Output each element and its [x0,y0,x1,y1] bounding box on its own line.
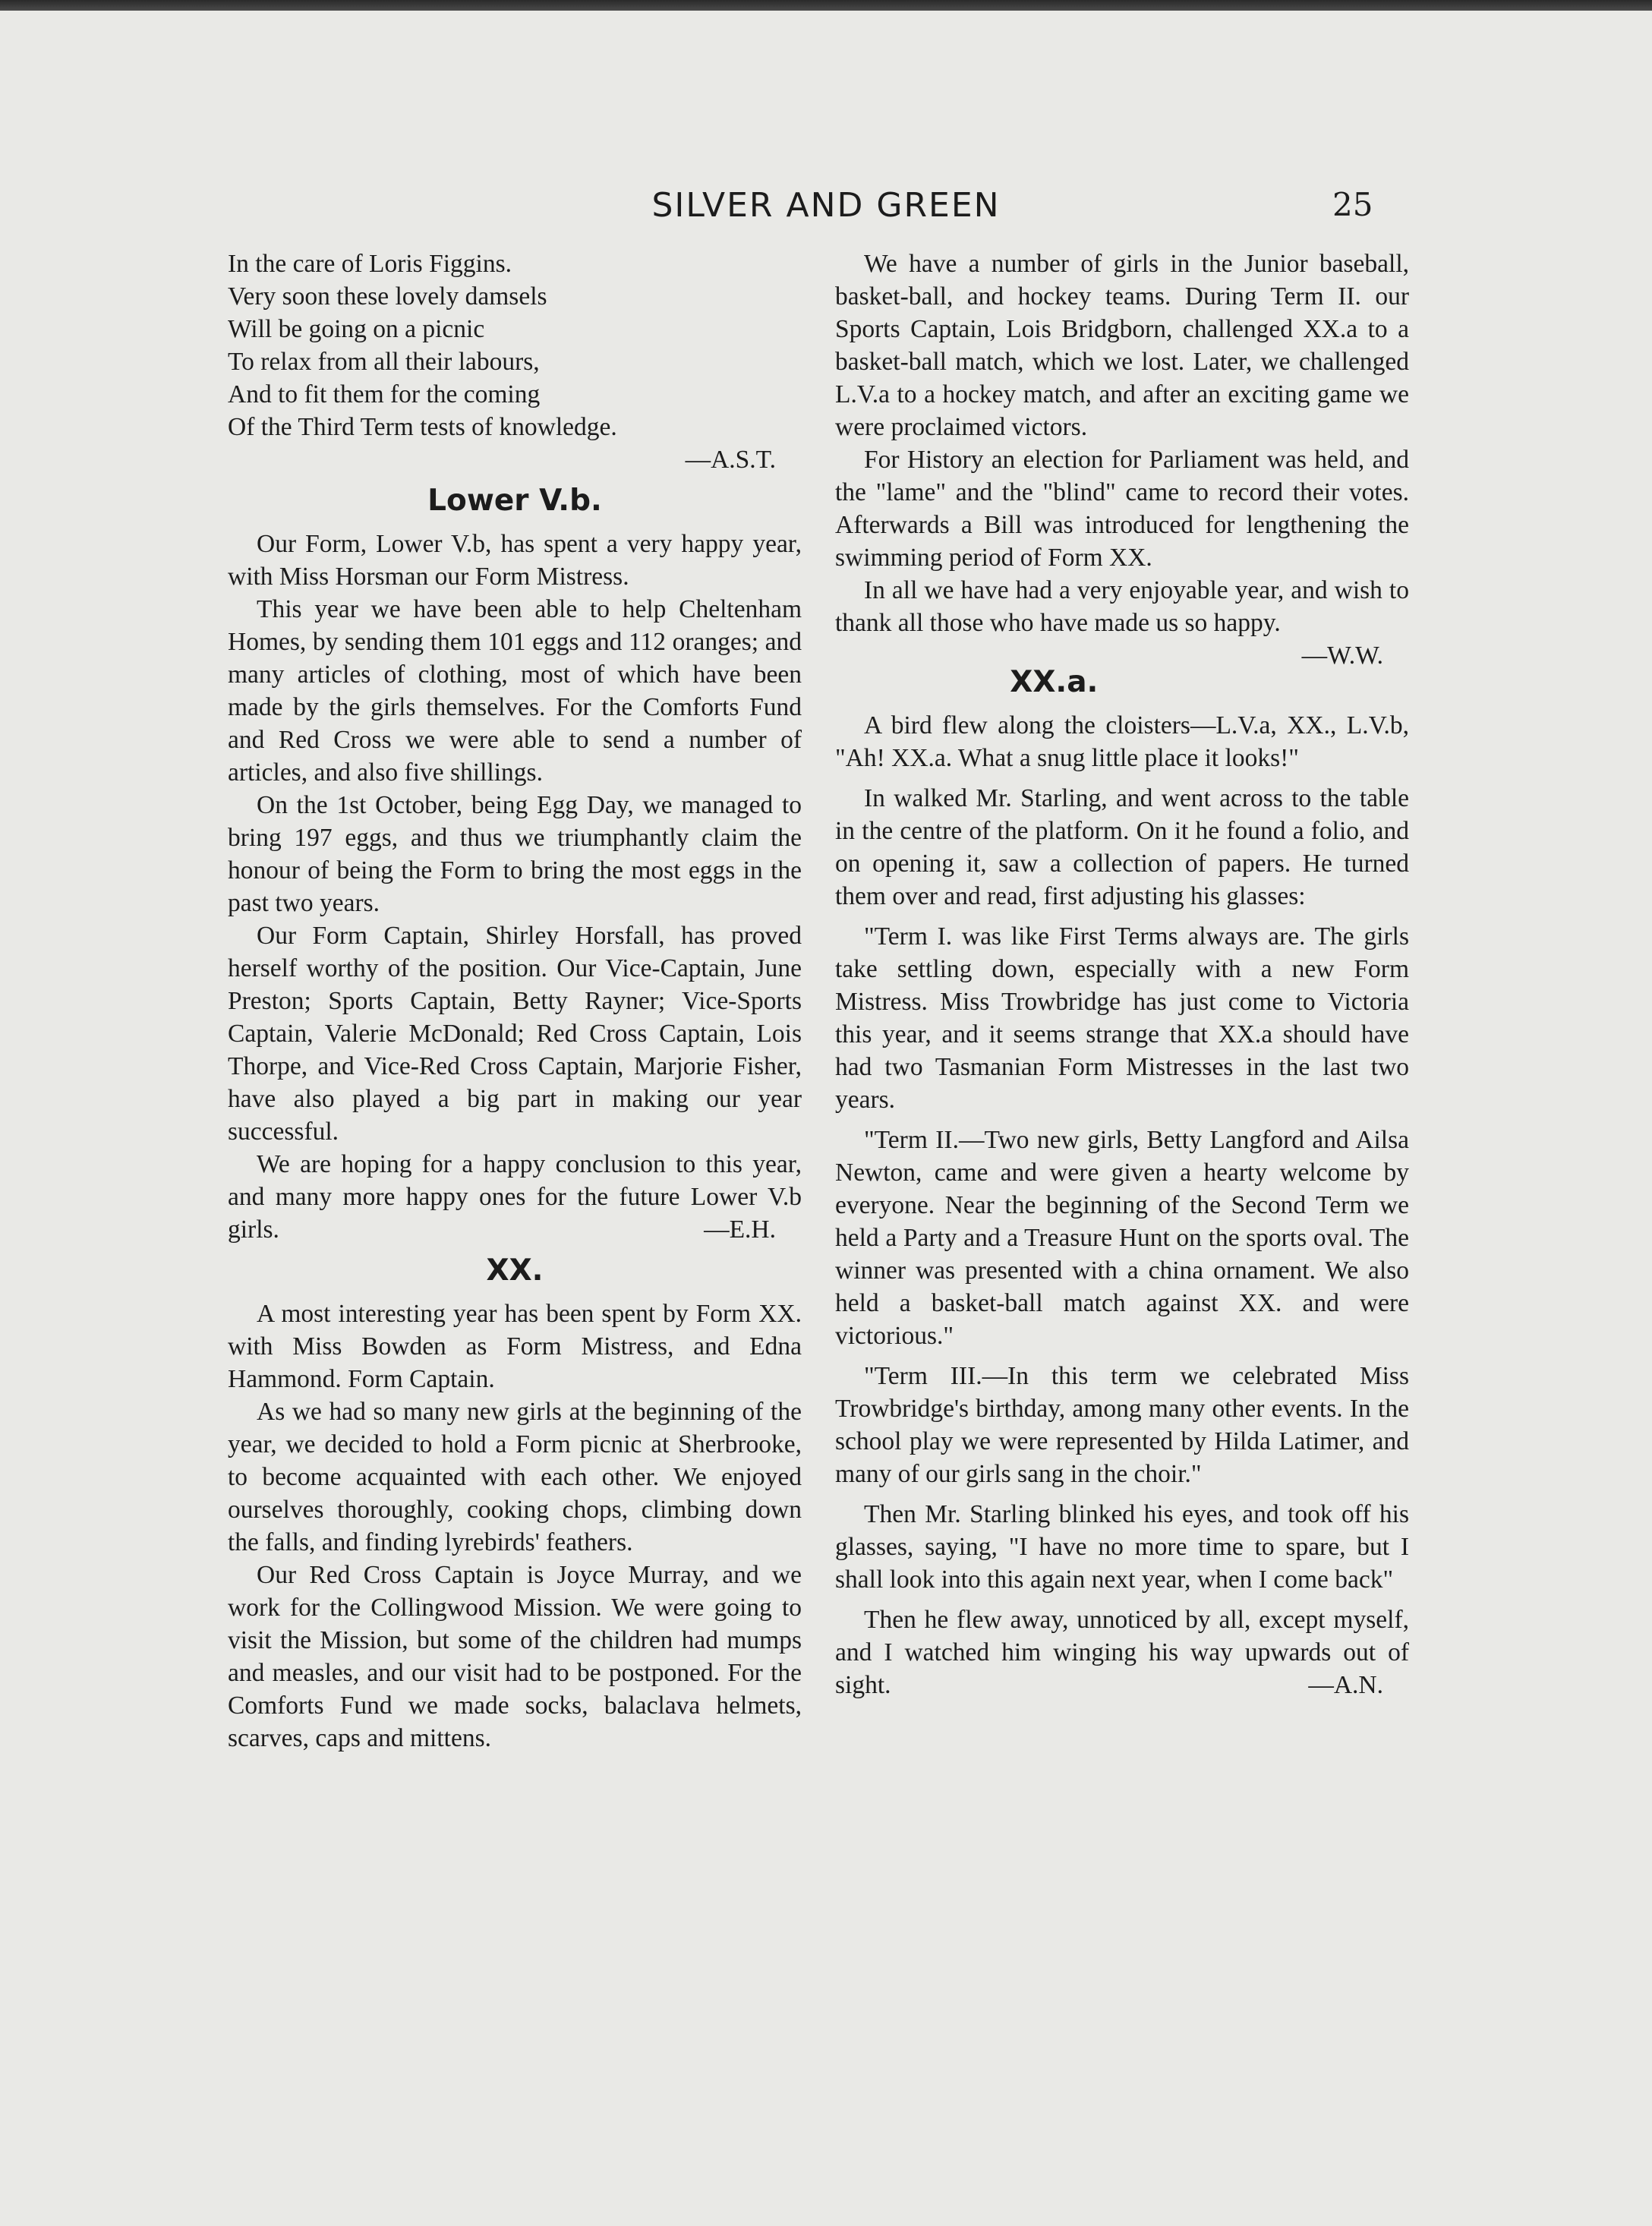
paragraph-gap [835,1116,1409,1124]
paragraph-text: In all we have had a very enjoyable year, and wish to thank all those who have made us so happy. [835,576,1409,637]
right-column [835,248,1409,1701]
paragraph: In walked Mr. Starling, and went across to the table in the centre of the platform. On it he found a folio, and on opening it, saw a collection of papers. He turned them over and read, first adjusting his glasses: [835,784,1409,910]
section-signature: —E.H. [704,1215,776,1244]
paragraph: We have a number of girls in the Junior baseball, basket-ball, and hockey teams. During Term II. our Sports Captain, Lois Bridgborn, challenged XX.a to a basket-ball match, which we lost. Later, we challenged L.V.a to a hockey match, and after an exciting game we were proclaimed victors. [835,250,1409,441]
paragraph: "Term I. was like First Terms always are. The girls take settling down, especially with a new Form Mistress. Miss Trowbridge has just come to Victoria this year, and it seems strange that XX.a should have had two Tasmanian Form Mistresses in the last two years. [835,922,1409,1114]
left-column [228,248,802,1755]
scan-top-edge [0,0,1652,11]
paragraph-gap [835,1596,1409,1603]
section-signature: —W.W. [1301,642,1383,670]
paragraph-with-signature [835,1603,1409,1701]
paragraph-text: Then he flew away, unnoticed by all, except myself, and I watched him winging his way upwards out of sight. [835,1606,1409,1699]
poem-line: Will be going on a picnic [228,315,485,343]
paragraph-with-signature [835,574,1409,670]
paragraph: A most interesting year has been spent by Form XX. with Miss Bowden as Form Mistress, and Edna Hammond. Form Captain. [228,1300,802,1393]
running-header-title: SILVER AND GREEN [651,186,1001,225]
paragraph-gap [835,1352,1409,1360]
poem-line: And to fit them for the coming [228,380,541,408]
paragraph: Our Form Captain, Shirley Horsfall, has proved herself worthy of the position. Our Vice-Captain, June Preston; Sports Captain, Betty Rayner; Vice-Sports Captain, Valerie McDonald; Red Cross Captain, Lois Thorpe, and Vice-Red Cross Captain, Marjorie Fisher, have also played a big part in making our year successful. [228,922,802,1146]
paragraph-gap [835,774,1409,782]
paragraph: For History an election for Parliament was held, and the "lame" and the "blind" came to record their votes. Afterwards a Bill was introduced for lengthening the swimming period of Form XX. [835,446,1409,572]
paragraph-gap [835,913,1409,920]
section-heading-xx: XX. [486,1253,544,1288]
paragraph-gap [835,1490,1409,1498]
poem-signature: —A.S.T. [685,446,776,474]
paragraph: On the 1st October, being Egg Day, we managed to bring 197 eggs, and thus we triumphantly claim the honour of being the Form to bring the most eggs in the past two years. [228,791,802,917]
paragraph: "Term III.—In this term we celebrated Miss Trowbridge's birthday, among many other events. In the school play we were represented by Hilda Latimer, and many of our girls sang in the choir." [835,1362,1409,1488]
section-heading-lower-vb: Lower V.b. [427,484,602,518]
section-signature: —A.N. [1308,1671,1383,1699]
paragraph: Then Mr. Starling blinked his eyes, and took off his glasses, saying, "I have no more time to spare, but I shall look into this again next year, when I come back" [835,1500,1409,1594]
poem-line: To relax from all their labours, [228,348,540,376]
paragraph-text: We are hoping for a happy conclusion to this year, and many more happy ones for the future Lower V.b girls. [228,1150,802,1244]
paragraph-with-signature [228,1148,802,1246]
section-heading-xxa: XX.a. [1010,665,1099,699]
paragraph: This year we have been able to help Cheltenham Homes, by sending them 101 eggs and 112 oranges; and many articles of clothing, most of which have been made by the girls themselves. For the Comforts Fund and Red Cross we were able to send a number of articles, and also five shillings. [228,595,802,787]
poem-line: In the care of Loris Figgins. [228,250,512,278]
paragraph: As we had so many new girls at the beginning of the year, we decided to hold a Form picnic at Sherbrooke, to become acquainted with each other. We enjoyed ourselves thoroughly, cooking chops, climbing down the falls, and finding lyrebirds' feathers. [228,1398,802,1556]
paragraph: Our Red Cross Captain is Joyce Murray, and we work for the Collingwood Mission. We were going to visit the Mission, but some of the children had mumps and measles, and our visit had to be postponed. For the Comforts Fund we made socks, balaclava helmets, scarves, caps and mittens. [228,1561,802,1752]
poem-line: Of the Third Term tests of knowledge. [228,413,617,441]
poem-line: Very soon these lovely damsels [228,282,547,311]
paragraph: Our Form, Lower V.b, has spent a very happy year, with Miss Horsman our Form Mistress. [228,530,802,591]
page-number: 25 [1332,186,1373,223]
poem [228,248,802,476]
paragraph: "Term II.—Two new girls, Betty Langford and Ailsa Newton, came and were given a hearty welcome by everyone. Near the beginning of the Second Term we held a Party and a Treasure Hunt on the sports oval. The winner was presented with a china ornament. We also held a basket-ball match against XX. and were victorious." [835,1126,1409,1350]
paragraph: A bird flew along the cloisters—L.V.a, XX., L.V.b, "Ah! XX.a. What a snug little place it looks!" [835,711,1409,772]
